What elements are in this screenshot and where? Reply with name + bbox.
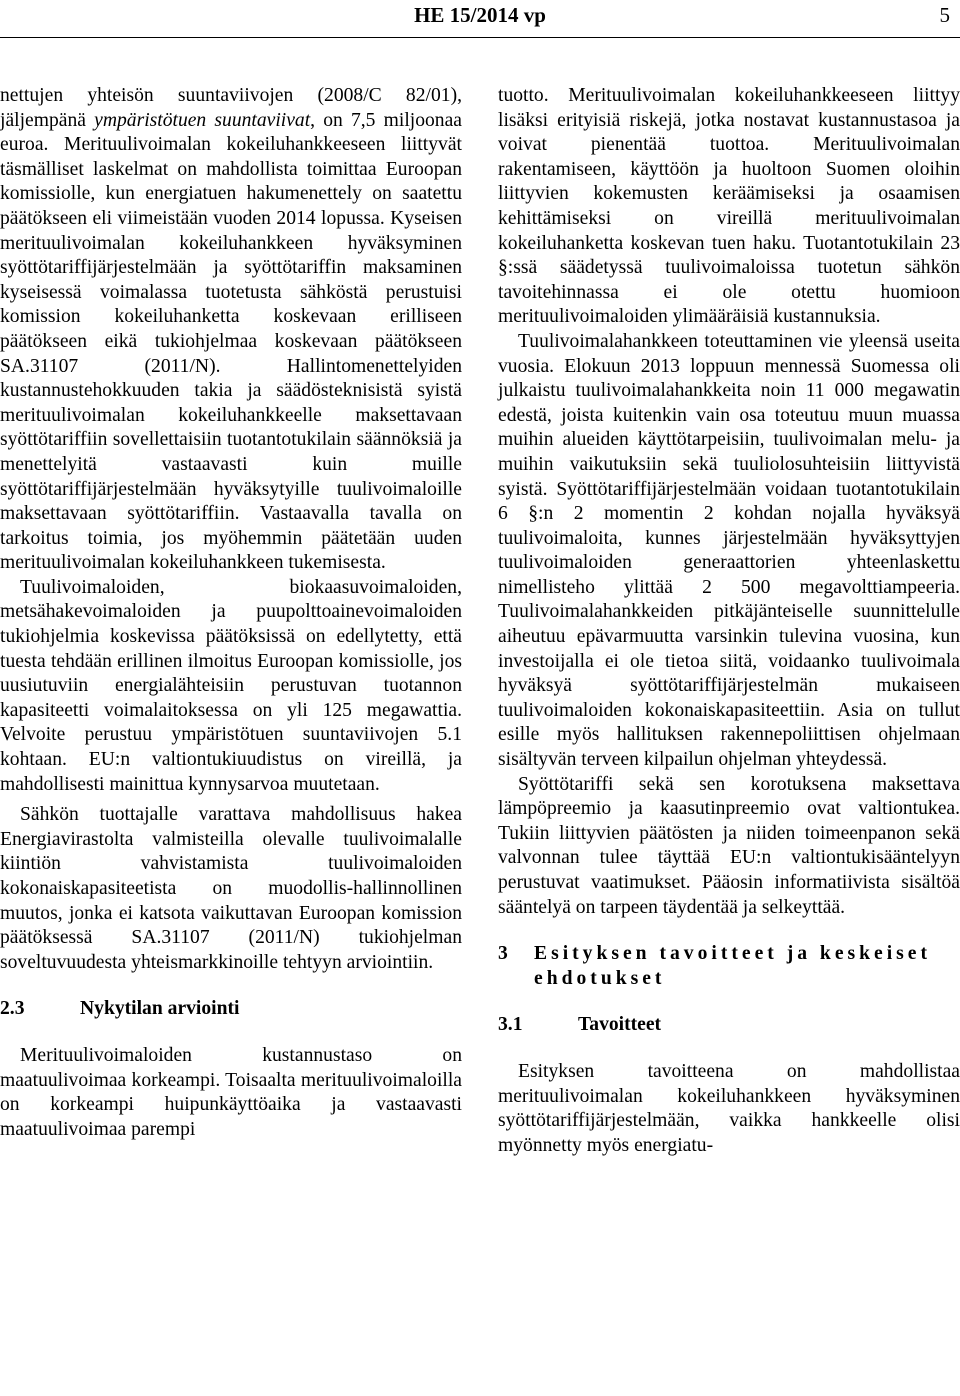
spacer <box>498 1038 960 1060</box>
section-heading-number: 3.1 <box>498 1014 523 1036</box>
section-heading-text: Tavoitteet <box>578 1014 662 1036</box>
left-paragraph-4: Merituulivoimaloiden kustannustaso on maatuulivoimaa korkeampi. Toisaalta merituulivoimaloilla on korkeampi huipunkäyttöaika ja vastaavasti maatuulivoimaa parempi <box>0 1044 462 1140</box>
right-paragraph-2: Tuulivoimalahankkeen toteuttaminen vie yleensä useita vuosia. Elokuun 2013 loppuun mennessä Suomessa oli julkaistu tuulivoimalahankkeita noin 11 000 megawatin edestä, joista kuitenkin vain osa toteutuu muun muassa muihin alueiden käyttötarpeisiin, tuulivoimalan melu- ja muihin vaikutuksiin sekä tuuliolosuhteisiin liittyvistä syistä. Syöttötariffijärjestelmään voidaan tuotantotukilain 6 §:n 2 momentin 2 kohdan nojalla hyväksyä tuulivoimaloita, kunnes järjestelmään hyväksyttyjen tuulivoimaloiden generaattorien yhteenlaskettu nimellisteho ylittää 2 500 megavolttiampeeria. Tuulivoimalahankkeiden pitkäjänteiselle suunnittelulle aiheutuu epävarmuutta varsinkin tulevina vuosina, kun investoijalla ei ole tietoa siitä, voidaanko tuulivoimala hyväksyä syöttötariffijärjestelmän mukaiseen tuulivoimaloiden kokonaiskapasiteettiin. Asia on tullut esille myös hallituksen rakennepoliittisen ohjelmaan sisältyvän terveen kilpailun ohjelman yhteydessä. <box>498 330 960 771</box>
section-heading-text: Esityksen tavoitteet ja keskeiset ehdotukset <box>534 943 932 989</box>
document-header-title: HE 15/2014 vp <box>414 3 546 27</box>
header-rule <box>0 37 960 38</box>
spacer <box>0 975 462 997</box>
left-column <box>0 84 462 1142</box>
spacer <box>498 991 960 1013</box>
right-column <box>498 84 960 1158</box>
spacer <box>0 1022 462 1044</box>
left-paragraph-2: Tuulivoimaloiden, biokaasuvoimaloiden, metsähakevoimaloiden ja puupolttoainevoimaloiden tukiohjelmia koskevissa päätöksissä on edellytetty, että tuesta tehdään erillinen ilmoitus Euroopan komissiolle, jos uusiutuviin energialähteisiin perustuvan tuotannon kapasiteetti voimalaitoksessa on yli 125 megawattia. Velvoite perustuu ympäristötuen suuntaviivojen 5.1 kohtaan. EU:n valtiontukiuudistus on vireillä, ja mahdollisesti mainittua kynnysarvoa muutetaan. <box>0 576 462 795</box>
section-heading-2-3 <box>0 997 462 1022</box>
section-heading-number: 2.3 <box>0 998 25 1020</box>
left-paragraph-1-continuation: , on 7,5 miljoonaa euroa. Merituulivoimalan kokeiluhankkeeseen liittyvät täsmälliset laskelmat on mahdollista toimittaa Euroopan komissiolle, kun energiatuen hakumenettely on saatettu päätökseen eli viimeistään vuoden 2014 lopussa. Kyseisen merituulivoimalan kokeiluhankkeen hyväksyminen syöttötariffijärjestelmään ja syöttötariffin maksaminen kyseisessä voimalassa tuotetusta sähköstä perustuisi komission kokeiluhanketta koskevaan erilliseen päätökseen eikä tukiohjelmaa koskevaan päätökseen SA.31107 (2011/N). Hallintomenettelyiden kustannustehokkuuden takia ja säädösteknisistä syistä merituulivoimalan kokeiluhankkeelle maksettavaan syöttötariffiin sovellettaisiin tuotantotukilain säännöksiä ja menettelyitä vastaavasti kuin muille syöttötariffijärjestelmään hyväksytyille tuulivoimaloille maksettavaan syöttötariffiin. Vastaavalla tavalla on tarkoitus toimia, jos myöhemmin päätetään uuden merituulivoimalan kokeiluhankkeen tukemisesta. <box>0 109 462 574</box>
right-paragraph-1: tuotto. Merituulivoimalan kokeiluhankkeeseen liittyy lisäksi erityisiä riskejä, jotka nostavat kustannustasoa ja voivat pienentää tuottoa. Merituulivoimalan rakentamiseen, käyttöön ja huoltoon Suomen oloihin liittyvien kokemusten keräämiseksi ja osaamisen kehittämiseksi on vireillä merituulivoimalan kokeiluhanketta koskevan tuen haku. Tuotantotukilain 23 §:ssä säädetyssä tuulivoimaloissa tuotetun sähkön tavoitehinnassa ei ole otettu huomioon merituulivoimaloiden ylimääräisiä kustannuksia. <box>498 85 960 328</box>
left-paragraph-1 <box>0 84 462 576</box>
section-heading-text: Nykytilan arviointi <box>80 998 240 1020</box>
right-paragraph-4: Esityksen tavoitteena on mahdollistaa merituulivoimalan kokeiluhankkeen hyväksyminen syöttötariffijärjestelmään, vaikka hankkeelle olisi myönnetty myös energiatu- <box>498 1060 960 1156</box>
page-number: 5 <box>939 3 950 27</box>
section-heading-3 <box>498 942 960 991</box>
right-paragraph-3: Syöttötariffi sekä sen korotuksena maksettava lämpöpreemio ja kaasutinpreemio ovat valtiontukea. Tukiin liittyvien päätösten ja niiden toimeenpanon sekä valvonnan tulee täyttää EU:n valtiontukisääntelyyn perustuvat vaatimukset. Pääosin informatiivista sisältöä sääntelyä on tarpeen täydentää ja selkeyttää. <box>498 773 960 918</box>
left-paragraph-3: Sähkön tuottajalle varattava mahdollisuus hakea Energiavirastolta valmisteilla olevalle tuulivoimalalle kiintiön vahvistamista tuulivoimaloiden kokonaiskapasiteetista on muodollis-hallinnollinen muutos, jonka ei katsota vaikuttavan Euroopan komission päätöksessä SA.31107 (2011/N) tukiohjelman soveltuvuudesta yhteismarkkinoille tehtyyn arviointiin. <box>0 804 462 973</box>
section-heading-3-1 <box>498 1013 960 1038</box>
left-paragraph-1-text: nettujen yhteisön suuntaviivojen (2008/C 82/01), jäljempänä <box>0 85 462 131</box>
left-paragraph-1-emphasis: ympäristötuen suuntaviivat <box>94 109 311 131</box>
section-heading-number: 3 <box>498 943 508 965</box>
spacer <box>498 920 960 942</box>
